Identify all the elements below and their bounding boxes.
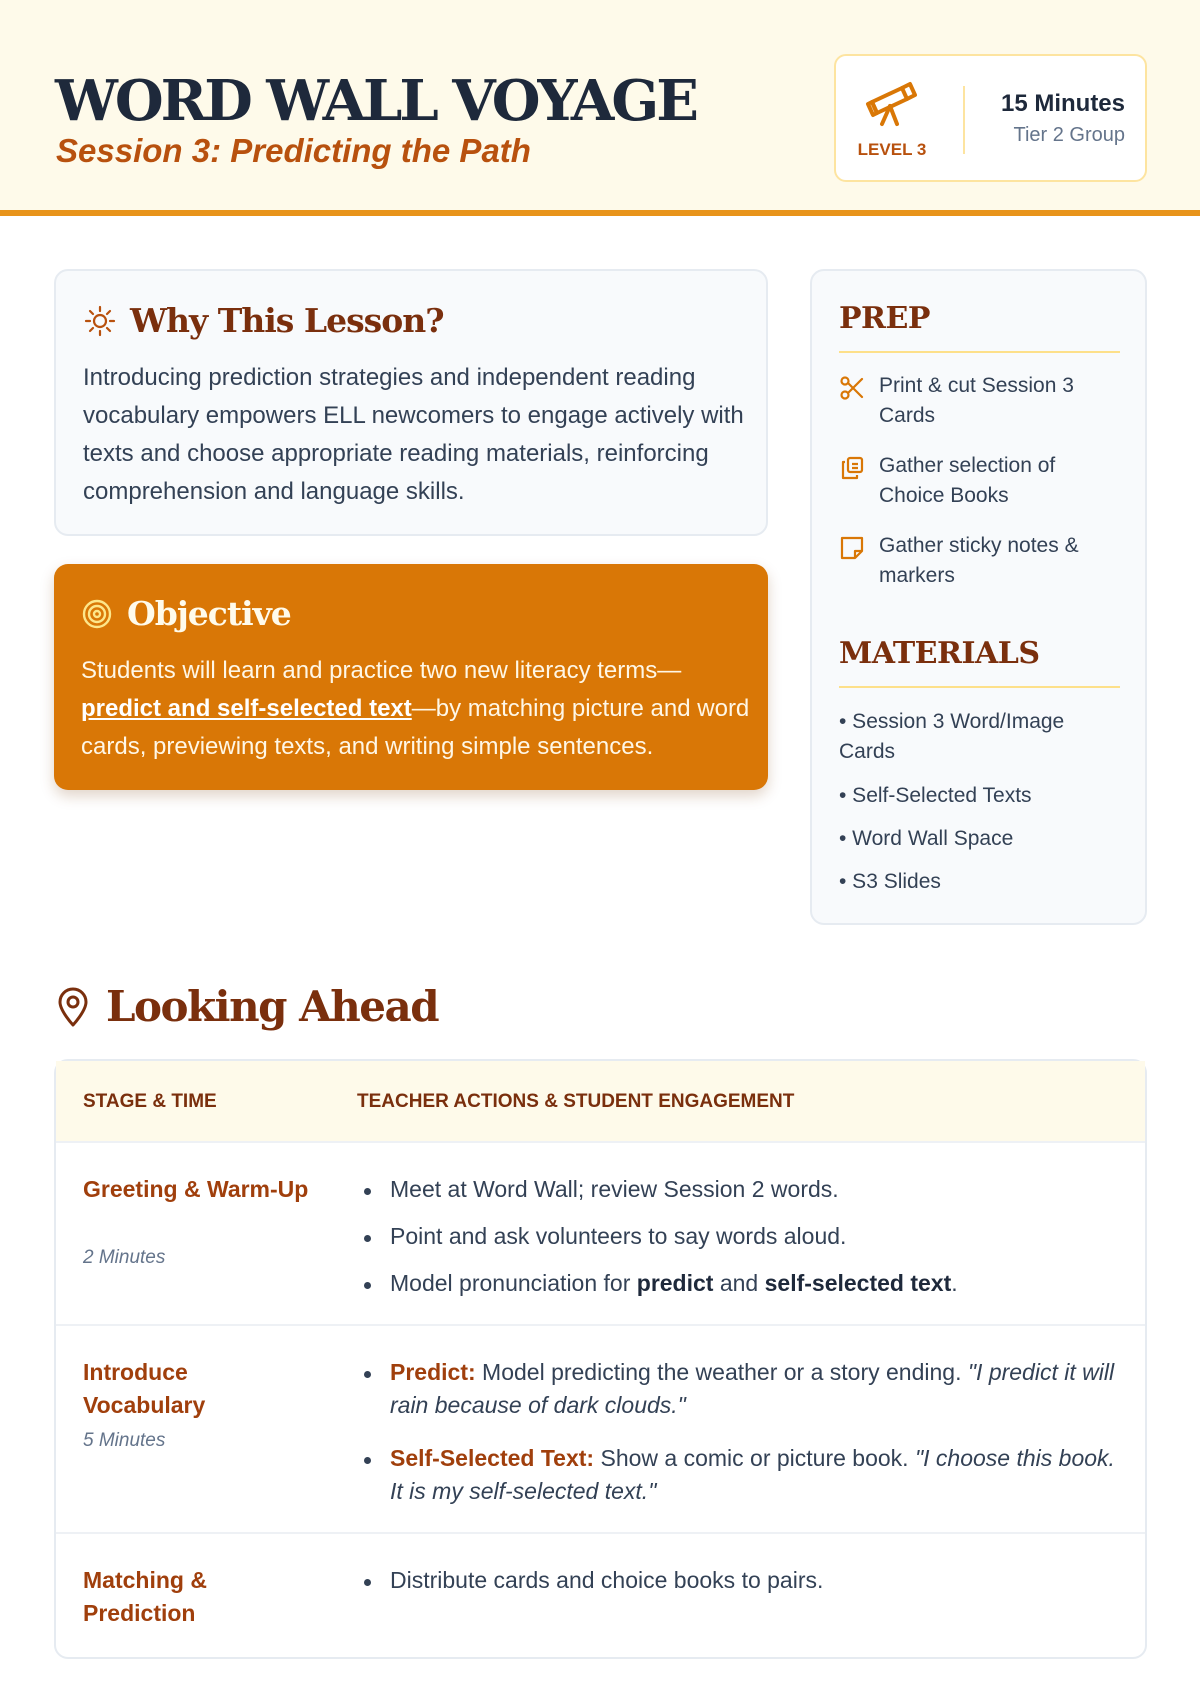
why-lesson-body: Introducing prediction strategies and independent reading vocabulary empowers ELL newcomers to engage actively with texts and choose appropriate reading materials, reinforcing comprehension and language skills. xyxy=(83,364,744,505)
scissors-icon xyxy=(839,375,865,401)
materials-divider xyxy=(839,686,1120,688)
action-list xyxy=(360,1564,1120,1597)
why-lesson-title: Why This Lesson? xyxy=(130,301,444,340)
table-header xyxy=(56,1061,1145,1143)
term-predict: predict xyxy=(636,1270,714,1296)
action-text: Show a comic or picture book. xyxy=(594,1445,915,1471)
objective-terms: predict and self-selected text xyxy=(81,695,412,722)
sticky-note-icon xyxy=(839,535,865,561)
term-self-selected-text: self-selected text xyxy=(764,1270,952,1296)
column-header-stage: STAGE & TIME xyxy=(83,1091,217,1112)
objective-text-end: —by matching picture and word cards, previewing texts, and writing simple sentences. xyxy=(81,695,750,760)
telescope-icon xyxy=(866,80,918,126)
materials-item: • S3 Slides xyxy=(839,870,941,893)
action-item xyxy=(360,1267,1120,1300)
table-row xyxy=(56,1143,1145,1326)
materials-item: • Word Wall Space xyxy=(839,827,1014,850)
materials-item: • Session 3 Word/Image Cards xyxy=(839,710,1065,763)
action-text: . xyxy=(951,1270,958,1296)
looking-ahead-header xyxy=(56,982,438,1031)
prep-item-text: Gather selection of Choice Books xyxy=(879,454,1056,507)
looking-ahead-title: Looking Ahead xyxy=(106,982,439,1031)
map-pin-icon xyxy=(56,987,90,1027)
objective-card xyxy=(54,564,768,790)
objective-text-start: Students will learn and practice two new literacy terms— xyxy=(81,657,682,684)
prep-materials-panel xyxy=(810,269,1147,925)
example-quote: "I predict it will rain because of dark clouds." xyxy=(390,1359,1115,1418)
prep-title: PREP xyxy=(839,301,930,336)
stage-time: 2 Minutes xyxy=(83,1247,166,1268)
action-item: Distribute cards and choice books to pairs. xyxy=(360,1564,1120,1597)
badge-divider xyxy=(963,86,965,154)
column-header-actions: TEACHER ACTIONS & STUDENT ENGAGEMENT xyxy=(357,1091,795,1112)
prep-item xyxy=(839,531,1119,591)
action-item xyxy=(360,1356,1120,1422)
action-item xyxy=(360,1442,1120,1508)
lesson-plan-table xyxy=(54,1059,1147,1659)
action-text: Model pronunciation for xyxy=(390,1270,637,1296)
objective-body xyxy=(81,652,751,766)
action-item: Meet at Word Wall; review Session 2 words. xyxy=(360,1173,1120,1206)
action-label: Self-Selected Text: xyxy=(390,1445,595,1471)
action-item: Point and ask volunteers to say words aloud. xyxy=(360,1220,1120,1253)
level-badge xyxy=(834,54,1147,182)
stage-name: Matching & Prediction xyxy=(83,1567,207,1626)
group-tier: Tier 2 Group xyxy=(1013,124,1125,146)
stage-name: Greeting & Warm-Up xyxy=(83,1176,309,1202)
sun-icon xyxy=(84,305,116,337)
prep-item xyxy=(839,371,1119,431)
table-row xyxy=(56,1326,1145,1534)
action-text: Model predicting the weather or a story ending. xyxy=(475,1359,968,1385)
action-list xyxy=(360,1173,1120,1300)
session-duration: 15 Minutes xyxy=(1000,90,1125,117)
stage-time: 5 Minutes xyxy=(83,1430,166,1451)
target-icon xyxy=(81,598,113,630)
action-label: Predict: xyxy=(390,1359,476,1385)
action-text: and xyxy=(713,1270,765,1296)
stage-name: Introduce Vocabulary xyxy=(83,1359,206,1418)
prep-divider xyxy=(839,351,1120,353)
prep-item-text: Gather sticky notes & markers xyxy=(879,534,1079,587)
prep-item xyxy=(839,451,1119,511)
lesson-header xyxy=(0,0,1200,216)
materials-item: • Self-Selected Texts xyxy=(839,784,1032,807)
level-label: LEVEL 3 xyxy=(857,140,927,159)
prep-item-text: Print & cut Session 3 Cards xyxy=(879,374,1074,427)
why-lesson-card xyxy=(54,269,768,536)
action-list xyxy=(360,1356,1120,1508)
copy-icon xyxy=(839,455,865,481)
page-subtitle: Session 3: Predicting the Path xyxy=(56,132,531,169)
page-title: WORD WALL VOYAGE xyxy=(55,68,696,134)
objective-title: Objective xyxy=(127,594,291,633)
table-row xyxy=(56,1534,1145,1694)
example-quote: "I choose this book. It is my self-selected text." xyxy=(390,1445,1115,1504)
materials-title: MATERIALS xyxy=(839,636,1040,671)
